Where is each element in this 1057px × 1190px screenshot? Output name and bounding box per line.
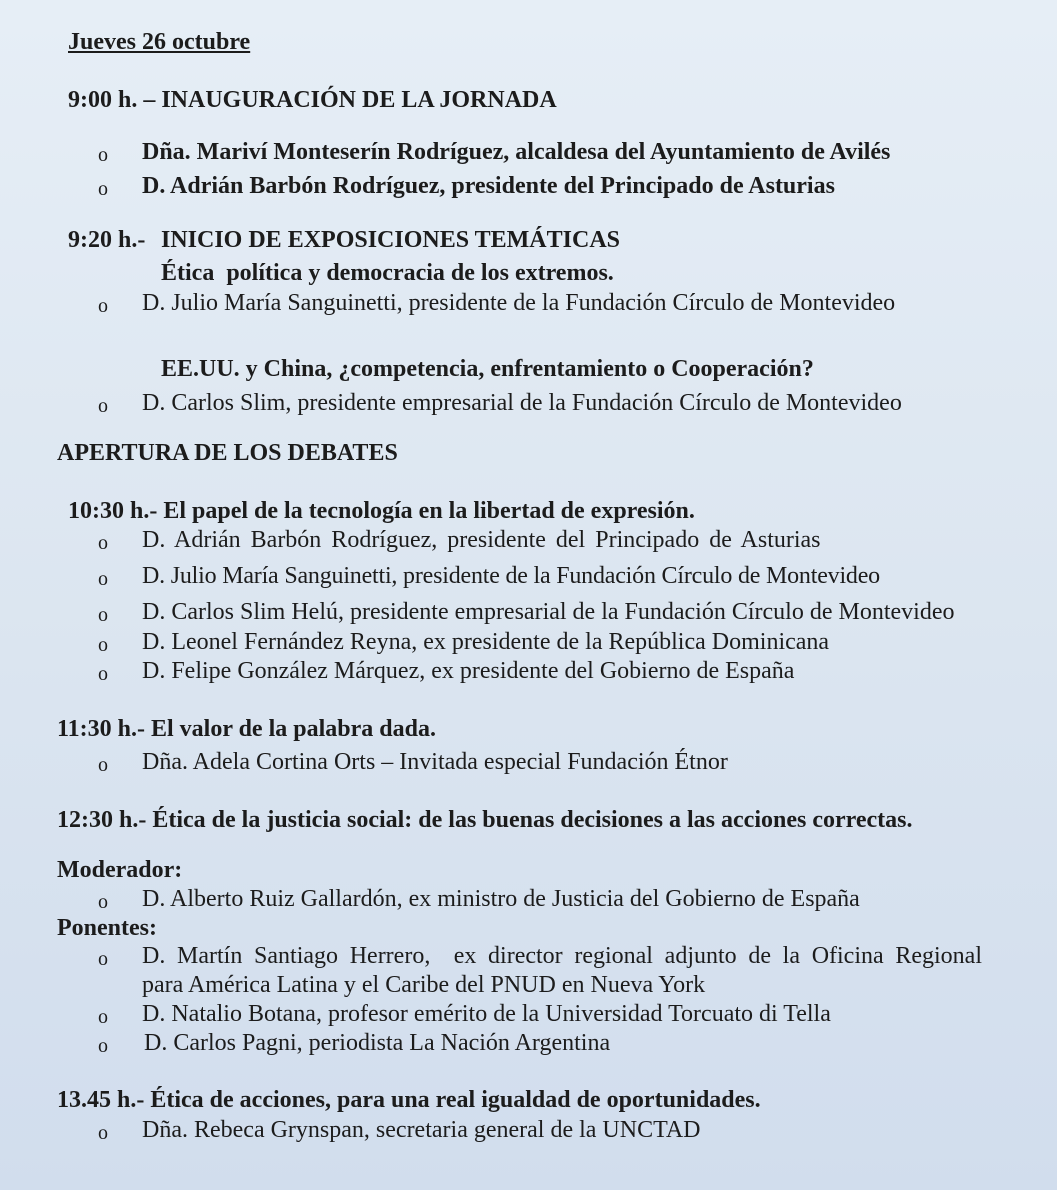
bullet-icon: o bbox=[98, 1035, 108, 1057]
bullet-icon: o bbox=[98, 532, 108, 554]
bullet-icon: o bbox=[98, 568, 108, 590]
list-item: Dña. Adela Cortina Orts – Invitada especial Fundación Étnor bbox=[142, 749, 728, 775]
bullet-icon: o bbox=[98, 144, 108, 166]
list-item: D. Carlos Pagni, periodista La Nación Argentina bbox=[144, 1030, 611, 1056]
list-item: D. Natalio Botana, profesor emérito de la Universidad Torcuato di Tella bbox=[142, 1001, 831, 1027]
session-heading: 10:30 h.- El papel de la tecnología en la libertad de expresión. bbox=[68, 498, 695, 524]
list-item-continuation: para América Latina y el Caribe del PNUD en Nueva York bbox=[142, 972, 706, 998]
bullet-icon: o bbox=[98, 604, 108, 626]
bullet-icon: o bbox=[98, 178, 108, 200]
bullet-icon: o bbox=[98, 948, 108, 970]
moderator-label: Moderador: bbox=[57, 857, 183, 883]
list-item: D. Adrián Barbón Rodríguez, presidente del Principado de Asturias bbox=[142, 173, 835, 199]
list-item: D. Adrián Barbón Rodríguez, presidente del Principado de Asturias bbox=[142, 527, 821, 553]
session-heading: 13.45 h.- Ética de acciones, para una real igualdad de oportunidades. bbox=[57, 1087, 761, 1113]
inauguration-heading: 9:00 h. – INAUGURACIÓN DE LA JORNADA bbox=[68, 87, 557, 113]
session-time: 9:20 h.- bbox=[68, 227, 146, 253]
day-heading: Jueves 26 octubre bbox=[68, 29, 251, 55]
list-item: D. Martín Santiago Herrero, ex director regional adjunto de la Oficina Regional bbox=[142, 943, 982, 969]
list-item: Dña. Rebeca Grynspan, secretaria general de la UNCTAD bbox=[142, 1117, 701, 1143]
bullet-icon: o bbox=[98, 1122, 108, 1144]
list-item: D. Leonel Fernández Reyna, ex presidente de la República Dominicana bbox=[142, 629, 830, 655]
list-item: Dña. Mariví Monteserín Rodríguez, alcaldesa del Ayuntamiento de Avilés bbox=[142, 139, 891, 165]
expositions-heading: INICIO DE EXPOSICIONES TEMÁTICAS bbox=[161, 227, 620, 253]
list-item: D. Carlos Slim, presidente empresarial de la Fundación Círculo de Montevideo bbox=[142, 390, 902, 416]
speakers-label: Ponentes: bbox=[57, 915, 157, 941]
list-item: D. Alberto Ruiz Gallardón, ex ministro de Justicia del Gobierno de España bbox=[142, 886, 860, 912]
bullet-icon: o bbox=[98, 634, 108, 656]
topic-title: EE.UU. y China, ¿competencia, enfrentamiento o Cooperación? bbox=[161, 356, 814, 382]
session-heading: 11:30 h.- El valor de la palabra dada. bbox=[57, 716, 436, 742]
list-item: D. Felipe González Márquez, ex presidente del Gobierno de España bbox=[142, 658, 795, 684]
bullet-icon: o bbox=[98, 663, 108, 685]
bullet-icon: o bbox=[98, 891, 108, 913]
list-item: D. Julio María Sanguinetti, presidente de la Fundación Círculo de Montevideo bbox=[142, 290, 896, 316]
bullet-icon: o bbox=[98, 1006, 108, 1028]
bullet-icon: o bbox=[98, 754, 108, 776]
session-heading: 12:30 h.- Ética de la justicia social: de las buenas decisiones a las acciones correctas. bbox=[57, 807, 913, 833]
bullet-icon: o bbox=[98, 395, 108, 417]
list-item: D. Carlos Slim Helú, presidente empresarial de la Fundación Círculo de Montevideo bbox=[142, 599, 955, 625]
topic-title: Ética política y democracia de los extremos. bbox=[161, 260, 614, 286]
list-item: D. Julio María Sanguinetti, presidente de la Fundación Círculo de Montevideo bbox=[142, 563, 880, 589]
bullet-icon: o bbox=[98, 295, 108, 317]
debates-heading: APERTURA DE LOS DEBATES bbox=[57, 440, 398, 466]
